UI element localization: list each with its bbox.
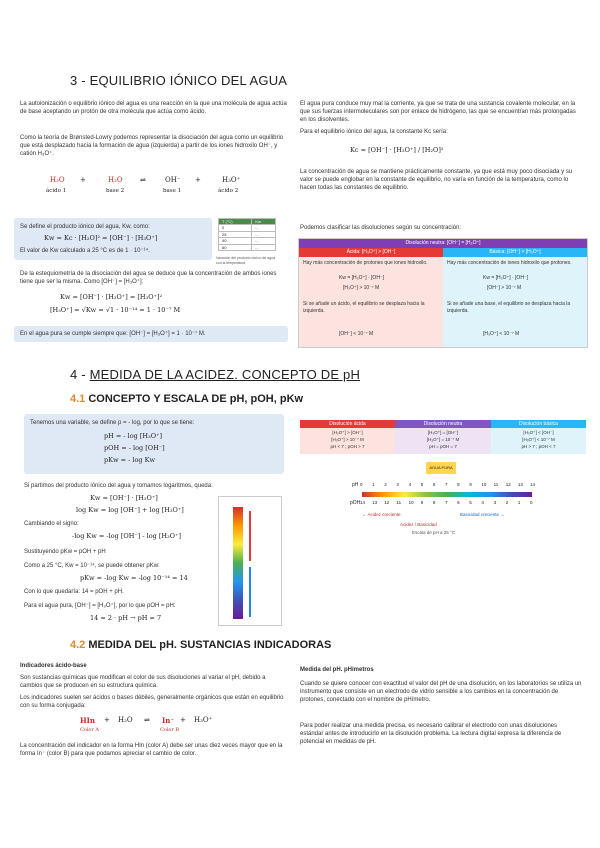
s4-e4: pKw = -log Kw = -log 10⁻¹⁴ = 14 [80,574,188,582]
poh-tick-label: 2 [505,500,509,505]
poh-tick-label: 10 [408,500,414,505]
basic-arrow-label: Basicidad creciente → [460,512,505,517]
s3-p1: La autoionización o equilibrio iónico del agua es una reacción en la que una molécula de agua actúa de base aceptando un protón de otra molécula que actúa como ácido. [20,101,287,116]
ph-tick-label: 13 [517,482,523,487]
section-3-title: 3 - EQUILIBRIO IÓNICO DEL AGUA [70,73,288,88]
ph-tick-label: 10 [481,482,487,487]
poh-tick-label: 6 [457,500,460,505]
s3-r4: Podemos clasificar las disoluciones según su concentración: [300,225,462,231]
poh-tick-label: 12 [384,500,390,505]
ph-horizontal-gradient [362,492,532,497]
ph-tick-label: 7 [445,482,448,487]
ph-tick-label: 2 [384,482,387,487]
scale-acid-col: Disolución ácida [H₃O⁺] > [OH⁻] [H₃O⁺] > 10⁻⁷ M pH < 7 ; pOH > 7 [300,420,395,454]
ph-tick-label: 6 [432,482,436,487]
section-4-title: 4 - MEDIDA DE LA ACIDEZ. CONCEPTO DE pH [70,367,361,382]
s4-p1: Si partimos del producto iónico del agua y tomamos logaritmos, queda: [24,483,213,489]
neutral-marker: AGUA PURA [426,462,456,474]
kw-temperature-table: T (°C) Kw 0 ... 25 ... 40 ... 60 ... [218,218,276,251]
ph-tick-label: 14 [530,482,536,487]
pm-p2: Para poder realizar una medida precisa, es necesario calibrar el electrodo con unas disoluciones estándar antes de introducirlo en la disolución problema. La lectura digital expresa la diferencia de potencial en medidas de pH. [300,723,562,746]
s3-eq2: [H₃O⁺] = √Kw = √1 · 10⁻¹⁴ = 1 · 10⁻⁷ M [50,306,181,314]
poh-tick-label: 13 [372,500,378,505]
classification-table [298,238,588,348]
s3-r3: La concentración de agua se mantiene prácticamente constante, ya que está muy poco disociada y su valor se puede englobar en la constante de equilibrio, no varía en función de la temperatura, como lo hacen todas las constantes de equilibrio. [300,169,573,192]
basic-cell: Hay más concentración de iones hidroxilo que protones. Kw = [H₃O⁺] · [OH⁻] [OH⁻] > 10⁻⁷ M Si se añade una base, el equilibrio se desplaza hacia la izquierda. [H₃O⁺] < 10⁻⁷ M [443,257,587,347]
s3-r2: Para el equilibrio iónico del agua, la constante Kc sería: [300,129,448,135]
p-definition-box: Tenemos una variable, se define p = - log, por lo que se tiene: pH = - log [H₃O⁺] pOH = - log [OH⁻] pKw = - log Kw [24,414,284,474]
basic-header: Básica: [OH⁻] > [H₃O⁺] [443,248,587,257]
scale-bottom-1: Acidez / Basicidad [400,522,437,527]
ind-p1: Son sustancias químicas que modifican el color de sus disoluciones al variar el pH, debido a cambios que se producen en su estructura química. [20,675,266,690]
neutral-header: Disolución neutra: [OH⁻] = [H₃O⁺] [299,239,587,248]
ph-tick-label: 11 [493,482,499,487]
ph-tick-label: 3 [396,482,399,487]
ind-p3: La concentración del indicador en la forma HIn (color A) debe ser unas diez veces mayor que en la forma In⁻ (color B) para que podamos apreciar el cambio de color. [20,743,283,758]
phmeter-heading: Medida del pH. pHímetros [300,667,374,673]
s4-p5: Con lo que quedaría: 14 = pOH + pH. [24,589,124,595]
acid-arrow-label: ← Acidez creciente [362,512,401,517]
ind-p2: Los indicadores suelen ser ácidos o bases débiles, generalmente orgánicos que están en equilibrio con su forma conjugada: [20,695,284,710]
kc-equation: Kc = [OH⁻] · [H₃O⁺] / [H₂O]² [350,146,444,154]
poh-tick-row [362,500,532,508]
poh-tick-label: 7 [445,500,448,505]
indicator-equation: HIn + H₂O ⇌ In⁻ + H₃O⁺ Color A Color B [80,716,213,733]
ph-vertical-scale [218,496,282,626]
s3-eq1: Kw = [OH⁻] · [H₃O⁺] = [H₃O⁺]² [60,293,163,301]
poh-tick-label: 5 [469,500,472,505]
s4-p2: Cambiando el signo: [24,521,79,527]
s4-e2: log Kw = log [OH⁻] + log [H₃O⁺] [76,506,184,514]
acid-cell: Hay más concentración de protones que iones hidroxilo. Kw = [H₃O⁺] · [OH⁻] [H₃O⁺] > 10⁻⁷ M Si se añade un ácido, el equilibrio se desplaza hacia la izquierda. [OH⁻] < 10⁻⁷ M [299,257,443,347]
ph-tick-label: 0 [360,482,363,487]
subsection-4-2-title: 4.2 MEDIDA DEL pH. SUSTANCIAS INDICADORAS [70,639,332,651]
s3-r1: El agua pura conduce muy mal la corriente, ya que se trata de una sustancia covalente molecular, en la que sus fuerzas intermoleculares son por enlace de hidrógeno, las que se encuentran más prolongadas en los disolventes. [300,101,576,124]
kw-definition-box: Se define el producto iónico del agua, Kw, como: Kw = Kc · [H₂O]² = [OH⁻] · [H₃O⁺] El valor de Kw calculado a 25 °C es de 1 · 10⁻¹⁴. [14,218,212,260]
poh-tick-label: 0 [530,500,533,505]
poh-tick-label: 14 [360,500,366,505]
ph-tick-label: 4 [408,482,412,487]
s4-p4: Como a 25 °C, Kw = 10⁻¹⁴, se puede obtener pKw: [24,563,160,569]
ph-tick-label: 12 [505,482,511,487]
ph-tick-label: 8 [457,482,460,487]
poh-tick-label: 1 [517,500,521,505]
ph-row-label: pH [352,482,359,488]
s3-p3: De la estequiometría de la disociación del agua se deduce que la concentración de ambos iones tiene que ser la misma. Como [OH⁻] = [H₃O⁺]: [20,271,277,286]
subsection-4-1-title: 4.1 CONCEPTO Y ESCALA DE pH, pOH, pKw [70,393,304,405]
scale-basic-col: Disolución básica [H₃O⁺] < [OH⁻] [H₃O⁺] < 10⁻⁷ M pH > 7 ; pOH < 7 [491,420,586,454]
s4-p3: Sustituyendo pKw = pOH + pH [24,549,106,555]
s4-p6: Para el agua pura, [OH⁻] = [H₃O⁺], por lo que pOH = pH: [24,603,176,609]
scale-neutral-col: Disolución neutra [H₃O⁺] = [OH⁻] [H₃O⁺] = 10⁻⁷ M pH = pOH = 7 [395,420,491,454]
ph-tick-label: 9 [469,482,472,487]
basic-arrow-icon [249,567,251,617]
s3-p2: Como la teoría de Brønsted-Lowry podemos representar la disociación del agua como un equilibrio que está desplazado hacia la formación de agua (izquierda) a partir de los iones hidroxilo OH⁻, y catión H₃O⁺. [20,135,284,158]
acid-arrow-icon [249,511,251,561]
s4-e5: 14 = 2 · pH → pH = 7 [90,614,162,622]
acid-header: Ácida: [H₃O⁺] > [OH⁻] [299,248,443,257]
poh-row-label: pOH [350,500,361,506]
poh-tick-label: 3 [493,500,497,505]
ph-tick-label: 1 [372,482,375,487]
s4-e3: -log Kw = -log [OH⁻] - log [H₃O⁺] [72,532,181,540]
s4-e1: Kw = [OH⁻] · [H₃O⁺] [90,494,158,502]
ph-tick-label: 5 [420,482,424,487]
pm-p1: Cuando se quiere conocer con exactitud el valor del pH de una disolución, en los laboratorios se utiliza un instrumento que consiste en un electrodo de vidrio sensible a los cambios en la concentración de protones, conectado con el nombre de pHímetro. [300,681,582,704]
poh-tick-label: 9 [420,500,424,505]
poh-tick-label: 8 [432,500,436,505]
ph-scale-figure [300,420,586,540]
scale-bottom-2: Escala de pH a 25 °C [412,530,456,535]
indicators-heading: Indicadores ácido-base [20,663,87,669]
poh-tick-label: 11 [396,500,402,505]
pure-water-box: En el agua pura se cumple siempre que: [OH⁻] = [H₃O⁺] = 1 · 10⁻⁷ M. [14,326,288,342]
ph-tick-row [360,482,536,490]
poh-tick-label: 4 [481,500,484,505]
ph-gradient-bar [233,507,243,619]
kw-table-caption: Variación del producto iónico del agua con la temperatura [216,256,276,265]
